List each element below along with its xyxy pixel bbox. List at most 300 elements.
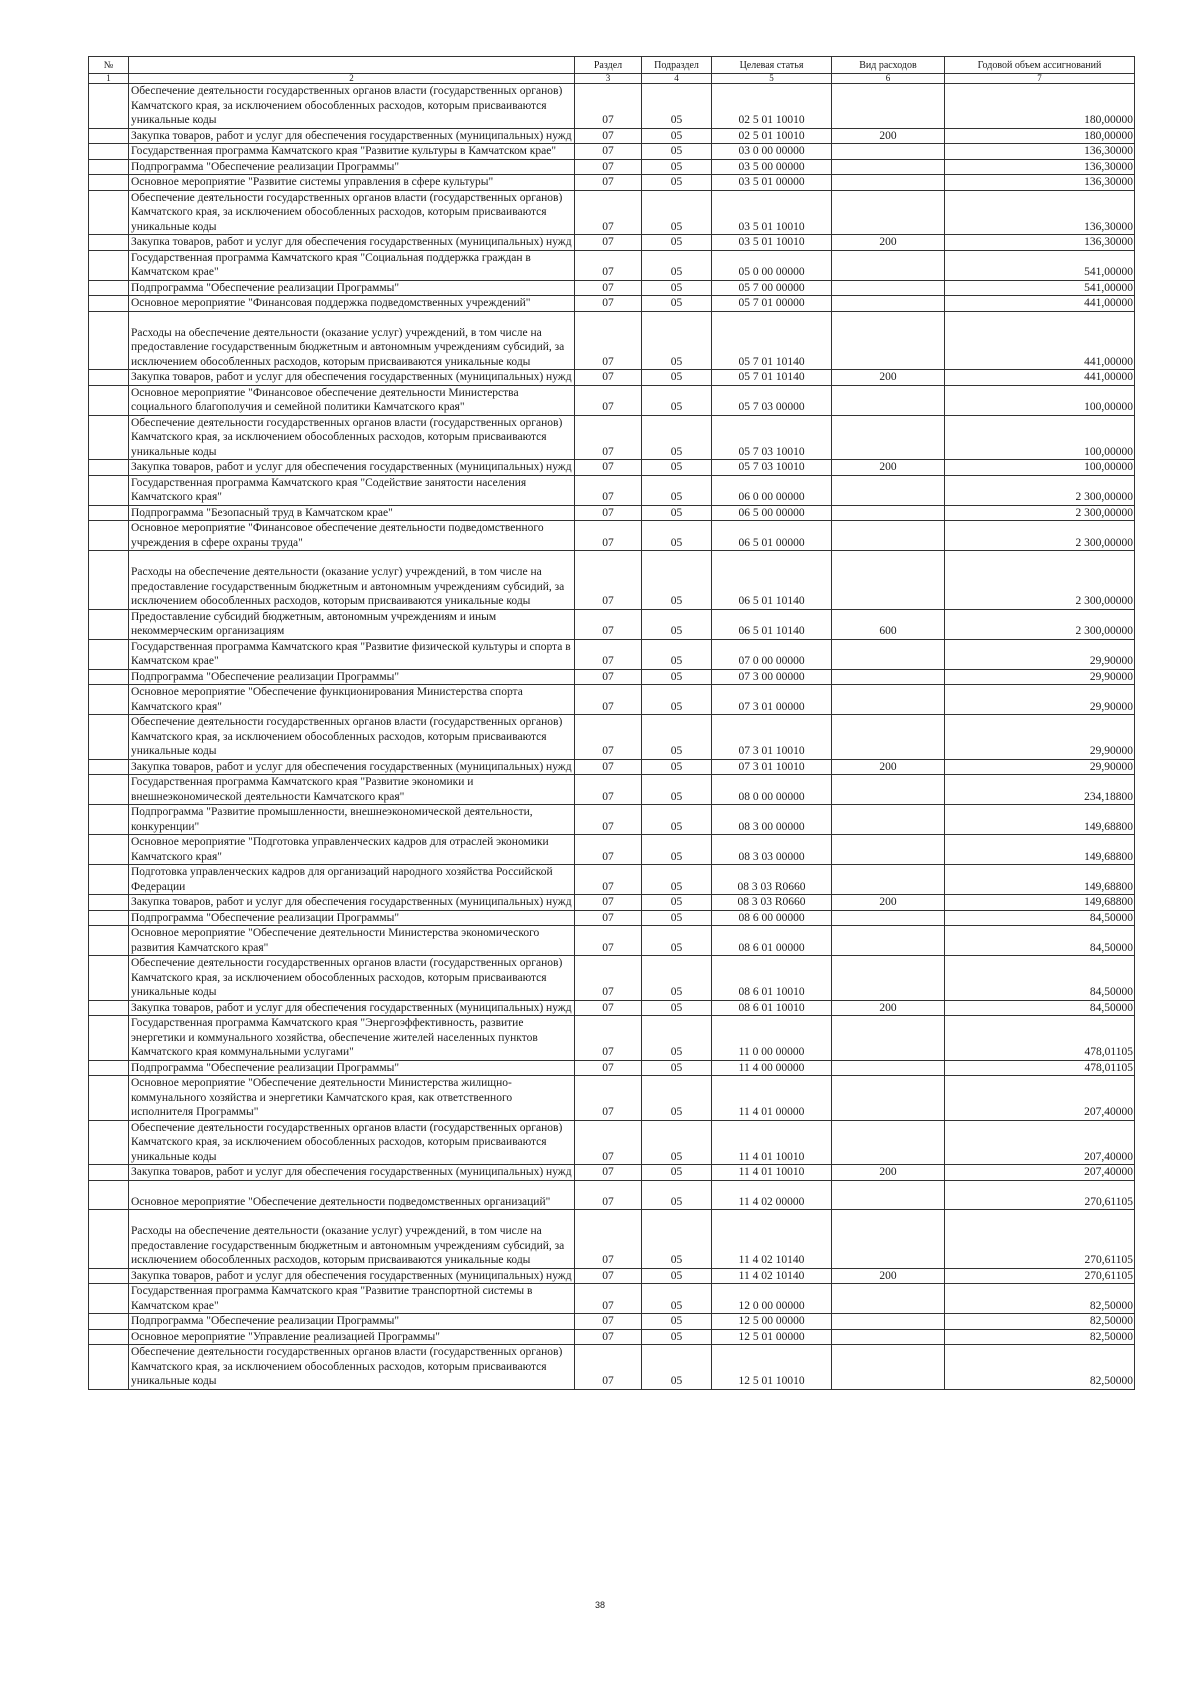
header-razdel: Раздел [575, 57, 642, 74]
row-name-cell: Основное мероприятие "Обеспечение функционирования Министерства спорта Камчатского края" [129, 685, 575, 715]
celevaya-cell: 08 3 03 00000 [712, 835, 832, 865]
row-number-cell [89, 715, 129, 760]
celevaya-cell: 11 4 00 00000 [712, 1060, 832, 1076]
podrazdel-cell: 05 [642, 1165, 712, 1181]
vid-rashodov-cell: 200 [832, 1165, 945, 1181]
row-number-cell [89, 159, 129, 175]
razdel-cell: 07 [575, 1016, 642, 1061]
row-number-cell [89, 865, 129, 895]
podrazdel-cell: 05 [642, 551, 712, 610]
table-row [89, 159, 1135, 175]
row-name-cell: Основное мероприятие "Подготовка управленческих кадров для отраслей экономики Камчатского края" [129, 835, 575, 865]
obem-cell: 441,00000 [945, 296, 1135, 312]
razdel-cell: 07 [575, 280, 642, 296]
row-number-cell [89, 1268, 129, 1284]
row-name-cell: Закупка товаров, работ и услуг для обеспечения государственных (муниципальных) нужд [129, 895, 575, 911]
row-number-cell [89, 835, 129, 865]
obem-cell: 234,18800 [945, 775, 1135, 805]
table-row [89, 1329, 1135, 1345]
obem-cell: 84,50000 [945, 956, 1135, 1001]
row-number-cell [89, 1210, 129, 1269]
table-row [89, 370, 1135, 386]
row-name-cell: Закупка товаров, работ и услуг для обеспечения государственных (муниципальных) нужд [129, 235, 575, 251]
table-row [89, 805, 1135, 835]
obem-cell: 136,30000 [945, 235, 1135, 251]
table-row [89, 669, 1135, 685]
obem-cell: 29,90000 [945, 715, 1135, 760]
razdel-cell: 07 [575, 895, 642, 911]
razdel-cell: 07 [575, 609, 642, 639]
table-row [89, 910, 1135, 926]
row-number-cell [89, 669, 129, 685]
podrazdel-cell: 05 [642, 865, 712, 895]
razdel-cell: 07 [575, 128, 642, 144]
obem-cell: 2 300,00000 [945, 521, 1135, 551]
obem-cell: 82,50000 [945, 1329, 1135, 1345]
table-row [89, 175, 1135, 191]
row-name-cell: Закупка товаров, работ и услуг для обеспечения государственных (муниципальных) нужд [129, 1000, 575, 1016]
vid-rashodov-cell [832, 835, 945, 865]
podrazdel-cell: 05 [642, 128, 712, 144]
row-number-cell [89, 385, 129, 415]
obem-cell: 207,40000 [945, 1120, 1135, 1165]
row-number-cell [89, 956, 129, 1001]
row-name-cell: Основное мероприятие "Финансовое обеспечение деятельности Министерства социального благополучия и семейной политики Камчатского края" [129, 385, 575, 415]
budget-table [88, 56, 1135, 1390]
vid-rashodov-cell [832, 175, 945, 191]
obem-cell: 149,68800 [945, 835, 1135, 865]
row-name-cell: Основное мероприятие "Обеспечение деятельности Министерства жилищно-коммунального хозяйства и энергетики Камчатского края, как ответственного исполнителя Программы" [129, 1076, 575, 1121]
row-number-cell [89, 1076, 129, 1121]
vid-rashodov-cell [832, 1120, 945, 1165]
razdel-cell: 07 [575, 1000, 642, 1016]
podrazdel-cell: 05 [642, 1268, 712, 1284]
row-name-cell: Подпрограмма "Обеспечение реализации Программы" [129, 1314, 575, 1330]
razdel-cell: 07 [575, 805, 642, 835]
vid-rashodov-cell [832, 385, 945, 415]
celevaya-cell: 12 5 01 10010 [712, 1345, 832, 1390]
celevaya-cell: 03 5 01 10010 [712, 190, 832, 235]
razdel-cell: 07 [575, 669, 642, 685]
celevaya-cell: 06 5 01 00000 [712, 521, 832, 551]
celevaya-cell: 06 5 00 00000 [712, 505, 832, 521]
vid-rashodov-cell [832, 775, 945, 805]
podrazdel-cell: 05 [642, 505, 712, 521]
razdel-cell: 07 [575, 1314, 642, 1330]
podrazdel-cell: 05 [642, 190, 712, 235]
razdel-cell: 07 [575, 1284, 642, 1314]
row-number-cell [89, 475, 129, 505]
vid-rashodov-cell: 200 [832, 1268, 945, 1284]
vid-rashodov-cell [832, 865, 945, 895]
row-name-cell: Государственная программа Камчатского края "Развитие экономики и внешнеэкономической деятельности Камчатского края" [129, 775, 575, 805]
row-name-cell: Государственная программа Камчатского края "Развитие культуры в Камчатском крае" [129, 144, 575, 160]
row-number-cell [89, 551, 129, 610]
obem-cell: 29,90000 [945, 669, 1135, 685]
obem-cell: 82,50000 [945, 1284, 1135, 1314]
obem-cell: 541,00000 [945, 250, 1135, 280]
razdel-cell: 07 [575, 910, 642, 926]
row-number-cell [89, 1165, 129, 1181]
razdel-cell: 07 [575, 175, 642, 191]
obem-cell: 100,00000 [945, 460, 1135, 476]
celevaya-cell: 05 7 03 10010 [712, 460, 832, 476]
row-name-cell: Основное мероприятие "Управление реализацией Программы" [129, 1329, 575, 1345]
obem-cell: 541,00000 [945, 280, 1135, 296]
vid-rashodov-cell [832, 1210, 945, 1269]
podrazdel-cell: 05 [642, 775, 712, 805]
row-name-cell: Предоставление субсидий бюджетным, автономным учреждениям и иным некоммерческим организациям [129, 609, 575, 639]
obem-cell: 136,30000 [945, 144, 1135, 160]
column-number: 5 [712, 74, 832, 84]
vid-rashodov-cell: 200 [832, 1000, 945, 1016]
celevaya-cell: 08 3 00 00000 [712, 805, 832, 835]
celevaya-cell: 07 3 01 10010 [712, 759, 832, 775]
razdel-cell: 07 [575, 505, 642, 521]
razdel-cell: 07 [575, 926, 642, 956]
obem-cell: 270,61105 [945, 1210, 1135, 1269]
podrazdel-cell: 05 [642, 835, 712, 865]
table-row [89, 1210, 1135, 1269]
page-number: 38 [594, 1600, 605, 1610]
vid-rashodov-cell [832, 190, 945, 235]
vid-rashodov-cell: 600 [832, 609, 945, 639]
podrazdel-cell: 05 [642, 639, 712, 669]
row-number-cell [89, 805, 129, 835]
table-row [89, 190, 1135, 235]
razdel-cell: 07 [575, 159, 642, 175]
row-name-cell: Закупка товаров, работ и услуг для обеспечения государственных (муниципальных) нужд [129, 1268, 575, 1284]
celevaya-cell: 02 5 01 10010 [712, 128, 832, 144]
obem-cell: 84,50000 [945, 1000, 1135, 1016]
table-body [89, 84, 1135, 1390]
row-name-cell: Обеспечение деятельности государственных органов власти (государственных органов) Камчатского края, за исключением обособленных расходов, которым присваиваются уникальные коды [129, 84, 575, 129]
row-name-cell: Основное мероприятие "Обеспечение деятельности Министерства экономического развития Камчатского края" [129, 926, 575, 956]
row-number-cell [89, 759, 129, 775]
podrazdel-cell: 05 [642, 910, 712, 926]
celevaya-cell: 06 0 00 00000 [712, 475, 832, 505]
row-name-cell: Обеспечение деятельности государственных органов власти (государственных органов) Камчатского края, за исключением обособленных расходов, которым присваиваются уникальные коды [129, 956, 575, 1001]
row-name-cell: Подпрограмма "Обеспечение реализации Программы" [129, 669, 575, 685]
row-name-cell: Основное мероприятие "Финансовое обеспечение деятельности подведомственного учреждения в сфере охраны труда" [129, 521, 575, 551]
table-row [89, 1180, 1135, 1210]
podrazdel-cell: 05 [642, 475, 712, 505]
vid-rashodov-cell [832, 805, 945, 835]
razdel-cell: 07 [575, 1076, 642, 1121]
row-name-cell: Подпрограмма "Обеспечение реализации Программы" [129, 910, 575, 926]
vid-rashodov-cell [832, 1284, 945, 1314]
razdel-cell: 07 [575, 84, 642, 129]
vid-rashodov-cell [832, 415, 945, 460]
column-number: 3 [575, 74, 642, 84]
obem-cell: 29,90000 [945, 685, 1135, 715]
table-row [89, 235, 1135, 251]
podrazdel-cell: 05 [642, 175, 712, 191]
row-number-cell [89, 250, 129, 280]
row-number-cell [89, 1345, 129, 1390]
row-name-cell: Подпрограмма "Обеспечение реализации Программы" [129, 1060, 575, 1076]
celevaya-cell: 05 7 00 00000 [712, 280, 832, 296]
row-number-cell [89, 895, 129, 911]
obem-cell: 2 300,00000 [945, 609, 1135, 639]
row-name-cell: Закупка товаров, работ и услуг для обеспечения государственных (муниципальных) нужд [129, 460, 575, 476]
table-row [89, 865, 1135, 895]
obem-cell: 270,61105 [945, 1180, 1135, 1210]
table-row [89, 1314, 1135, 1330]
row-name-cell: Государственная программа Камчатского края "Энергоэффективность, развитие энергетики и коммунального хозяйства, обеспечение жителей населенных пунктов Камчатского края коммунальными услугами" [129, 1016, 575, 1061]
podrazdel-cell: 05 [642, 460, 712, 476]
podrazdel-cell: 05 [642, 296, 712, 312]
obem-cell: 441,00000 [945, 370, 1135, 386]
podrazdel-cell: 05 [642, 1345, 712, 1390]
podrazdel-cell: 05 [642, 805, 712, 835]
celevaya-cell: 05 7 03 10010 [712, 415, 832, 460]
celevaya-cell: 08 6 01 10010 [712, 1000, 832, 1016]
razdel-cell: 07 [575, 775, 642, 805]
table-row [89, 775, 1135, 805]
row-name-cell: Основное мероприятие "Обеспечение деятельности подведомственных организаций" [129, 1180, 575, 1210]
row-number-cell [89, 144, 129, 160]
table-row [89, 1076, 1135, 1121]
vid-rashodov-cell [832, 475, 945, 505]
vid-rashodov-cell [832, 926, 945, 956]
row-number-cell [89, 128, 129, 144]
table-row [89, 759, 1135, 775]
row-name-cell: Расходы на обеспечение деятельности (оказание услуг) учреждений, в том числе на предоставление государственным бюджетным и автономным учреждениям субсидий, за исключением обособленных расходов, которым присваиваются уникальные коды [129, 551, 575, 610]
obem-cell: 180,00000 [945, 128, 1135, 144]
podrazdel-cell: 05 [642, 280, 712, 296]
vid-rashodov-cell [832, 280, 945, 296]
row-number-cell [89, 639, 129, 669]
row-number-cell [89, 1329, 129, 1345]
row-name-cell: Закупка товаров, работ и услуг для обеспечения государственных (муниципальных) нужд [129, 370, 575, 386]
podrazdel-cell: 05 [642, 1210, 712, 1269]
row-name-cell: Государственная программа Камчатского края "Содействие занятости населения Камчатского края" [129, 475, 575, 505]
razdel-cell: 07 [575, 639, 642, 669]
column-number-row [89, 74, 1135, 84]
budget-table-page [88, 56, 1134, 1390]
celevaya-cell: 08 6 00 00000 [712, 910, 832, 926]
row-name-cell: Закупка товаров, работ и услуг для обеспечения государственных (муниципальных) нужд [129, 128, 575, 144]
row-name-cell: Обеспечение деятельности государственных органов власти (государственных органов) Камчатского края, за исключением обособленных расходов, которым присваиваются уникальные коды [129, 415, 575, 460]
column-number: 6 [832, 74, 945, 84]
celevaya-cell: 08 0 00 00000 [712, 775, 832, 805]
razdel-cell: 07 [575, 296, 642, 312]
razdel-cell: 07 [575, 685, 642, 715]
row-name-cell: Расходы на обеспечение деятельности (оказание услуг) учреждений, в том числе на предоставление государственным бюджетным и автономным учреждениям субсидий, за исключением обособленных расходов, которым присваиваются уникальные коды [129, 1210, 575, 1269]
razdel-cell: 07 [575, 1210, 642, 1269]
header-row [89, 57, 1135, 74]
vid-rashodov-cell [832, 84, 945, 129]
celevaya-cell: 05 7 01 10140 [712, 370, 832, 386]
podrazdel-cell: 05 [642, 311, 712, 370]
vid-rashodov-cell [832, 685, 945, 715]
celevaya-cell: 05 0 00 00000 [712, 250, 832, 280]
column-number: 2 [129, 74, 575, 84]
obem-cell: 84,50000 [945, 926, 1135, 956]
celevaya-cell: 03 5 01 00000 [712, 175, 832, 191]
podrazdel-cell: 05 [642, 956, 712, 1001]
vid-rashodov-cell [832, 144, 945, 160]
obem-cell: 180,00000 [945, 84, 1135, 129]
table-row [89, 685, 1135, 715]
obem-cell: 82,50000 [945, 1345, 1135, 1390]
vid-rashodov-cell [832, 1060, 945, 1076]
obem-cell: 149,68800 [945, 895, 1135, 911]
podrazdel-cell: 05 [642, 415, 712, 460]
row-number-cell [89, 311, 129, 370]
table-row [89, 835, 1135, 865]
obem-cell: 136,30000 [945, 190, 1135, 235]
obem-cell: 82,50000 [945, 1314, 1135, 1330]
table-row [89, 1268, 1135, 1284]
row-name-cell: Расходы на обеспечение деятельности (оказание услуг) учреждений, в том числе на предоставление государственным бюджетным и автономным учреждениям субсидий, за исключением обособленных расходов, которым присваиваются уникальные коды [129, 311, 575, 370]
row-name-cell: Обеспечение деятельности государственных органов власти (государственных органов) Камчатского края, за исключением обособленных расходов, которым присваиваются уникальные коды [129, 1345, 575, 1390]
header-name [129, 57, 575, 74]
vid-rashodov-cell [832, 1076, 945, 1121]
razdel-cell: 07 [575, 1180, 642, 1210]
obem-cell: 441,00000 [945, 311, 1135, 370]
razdel-cell: 07 [575, 715, 642, 760]
obem-cell: 270,61105 [945, 1268, 1135, 1284]
celevaya-cell: 05 7 01 10140 [712, 311, 832, 370]
celevaya-cell: 11 4 02 10140 [712, 1210, 832, 1269]
podrazdel-cell: 05 [642, 84, 712, 129]
vid-rashodov-cell: 200 [832, 759, 945, 775]
podrazdel-cell: 05 [642, 1329, 712, 1345]
vid-rashodov-cell [832, 1329, 945, 1345]
table-row [89, 311, 1135, 370]
vid-rashodov-cell [832, 296, 945, 312]
row-number-cell [89, 1180, 129, 1210]
vid-rashodov-cell: 200 [832, 370, 945, 386]
razdel-cell: 07 [575, 144, 642, 160]
vid-rashodov-cell [832, 551, 945, 610]
podrazdel-cell: 05 [642, 1076, 712, 1121]
row-number-cell [89, 1016, 129, 1061]
celevaya-cell: 07 3 01 00000 [712, 685, 832, 715]
obem-cell: 100,00000 [945, 415, 1135, 460]
podrazdel-cell: 05 [642, 370, 712, 386]
row-number-cell [89, 1000, 129, 1016]
table-row [89, 715, 1135, 760]
row-name-cell: Государственная программа Камчатского края "Социальная поддержка граждан в Камчатском крае" [129, 250, 575, 280]
podrazdel-cell: 05 [642, 144, 712, 160]
razdel-cell: 07 [575, 190, 642, 235]
razdel-cell: 07 [575, 1060, 642, 1076]
celevaya-cell: 11 4 02 00000 [712, 1180, 832, 1210]
podrazdel-cell: 05 [642, 609, 712, 639]
table-row [89, 250, 1135, 280]
podrazdel-cell: 05 [642, 1060, 712, 1076]
table-row [89, 385, 1135, 415]
table-row [89, 1000, 1135, 1016]
razdel-cell: 07 [575, 415, 642, 460]
table-row [89, 639, 1135, 669]
vid-rashodov-cell [832, 505, 945, 521]
table-row [89, 926, 1135, 956]
row-name-cell: Подпрограмма "Развитие промышленности, внешнеэкономической деятельности, конкуренции" [129, 805, 575, 835]
table-row [89, 475, 1135, 505]
header-obem: Годовой объем ассигнований [945, 57, 1135, 74]
vid-rashodov-cell [832, 1180, 945, 1210]
obem-cell: 29,90000 [945, 639, 1135, 669]
podrazdel-cell: 05 [642, 250, 712, 280]
vid-rashodov-cell [832, 250, 945, 280]
row-number-cell [89, 175, 129, 191]
vid-rashodov-cell [832, 669, 945, 685]
row-number-cell [89, 1284, 129, 1314]
obem-cell: 136,30000 [945, 175, 1135, 191]
vid-rashodov-cell [832, 521, 945, 551]
razdel-cell: 07 [575, 370, 642, 386]
podrazdel-cell: 05 [642, 521, 712, 551]
row-number-cell [89, 370, 129, 386]
podrazdel-cell: 05 [642, 1000, 712, 1016]
table-row [89, 551, 1135, 610]
row-number-cell [89, 685, 129, 715]
row-number-cell [89, 521, 129, 551]
celevaya-cell: 07 3 01 10010 [712, 715, 832, 760]
podrazdel-cell: 05 [642, 1314, 712, 1330]
celevaya-cell: 03 5 00 00000 [712, 159, 832, 175]
header-podrazdel: Подраздел [642, 57, 712, 74]
vid-rashodov-cell: 200 [832, 460, 945, 476]
vid-rashodov-cell [832, 956, 945, 1001]
row-name-cell: Подготовка управленческих кадров для организаций народного хозяйства Российской Федерации [129, 865, 575, 895]
row-number-cell [89, 415, 129, 460]
row-number-cell [89, 296, 129, 312]
table-row [89, 895, 1135, 911]
vid-rashodov-cell [832, 715, 945, 760]
table-row [89, 460, 1135, 476]
row-name-cell: Обеспечение деятельности государственных органов власти (государственных органов) Камчатского края, за исключением обособленных расходов, которым присваиваются уникальные коды [129, 715, 575, 760]
row-number-cell [89, 280, 129, 296]
obem-cell: 29,90000 [945, 759, 1135, 775]
podrazdel-cell: 05 [642, 1284, 712, 1314]
celevaya-cell: 12 0 00 00000 [712, 1284, 832, 1314]
celevaya-cell: 06 5 01 10140 [712, 609, 832, 639]
celevaya-cell: 12 5 01 00000 [712, 1329, 832, 1345]
razdel-cell: 07 [575, 1345, 642, 1390]
row-number-cell [89, 910, 129, 926]
row-name-cell: Подпрограмма "Обеспечение реализации Программы" [129, 159, 575, 175]
razdel-cell: 07 [575, 1165, 642, 1181]
table-row [89, 1284, 1135, 1314]
celevaya-cell: 08 6 01 00000 [712, 926, 832, 956]
column-number: 4 [642, 74, 712, 84]
obem-cell: 478,01105 [945, 1060, 1135, 1076]
celevaya-cell: 02 5 01 10010 [712, 84, 832, 129]
vid-rashodov-cell [832, 159, 945, 175]
razdel-cell: 07 [575, 521, 642, 551]
obem-cell: 478,01105 [945, 1016, 1135, 1061]
razdel-cell: 07 [575, 1120, 642, 1165]
celevaya-cell: 11 4 01 10010 [712, 1165, 832, 1181]
podrazdel-cell: 05 [642, 759, 712, 775]
celevaya-cell: 11 4 02 10140 [712, 1268, 832, 1284]
row-number-cell [89, 190, 129, 235]
podrazdel-cell: 05 [642, 926, 712, 956]
row-number-cell [89, 609, 129, 639]
celevaya-cell: 08 3 03 R0660 [712, 865, 832, 895]
vid-rashodov-cell: 200 [832, 235, 945, 251]
vid-rashodov-cell: 200 [832, 895, 945, 911]
obem-cell: 84,50000 [945, 910, 1135, 926]
celevaya-cell: 06 5 01 10140 [712, 551, 832, 610]
celevaya-cell: 07 3 00 00000 [712, 669, 832, 685]
table-row [89, 505, 1135, 521]
